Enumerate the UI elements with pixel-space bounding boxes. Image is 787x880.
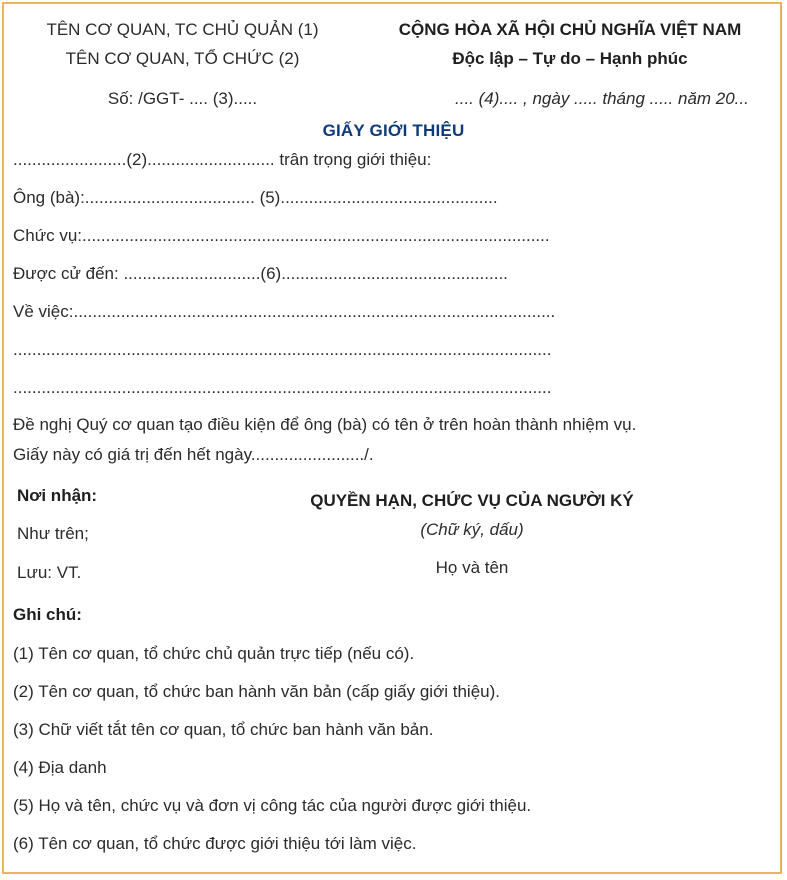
recipient-item: Như trên; [17, 524, 89, 543]
blank-line-2: .................................................................................................................. [13, 378, 552, 397]
intro-line: ........................(2)........................... trân trọng giới thiệu: [13, 150, 432, 169]
regarding-line: Về việc:...................................................................................................... [13, 302, 556, 321]
signer-position: QUYỀN HẠN, CHỨC VỤ CỦA NGƯỜI KÝ [310, 491, 634, 510]
note-item: (1) Tên cơ quan, tổ chức chủ quản trực tiếp (nếu có). [13, 644, 415, 663]
blank-line-1: .................................................................................................................. [13, 340, 552, 359]
parent-agency-name: TÊN CƠ QUAN, TC CHỦ QUẢN (1) [46, 20, 319, 39]
validity-text: Giấy này có giá trị đến hết ngày......................../. [13, 445, 374, 464]
position-line: Chức vụ:................................................................................................... [13, 226, 550, 245]
person-line: Ông (bà):.................................... (5).............................................. [13, 188, 498, 207]
document-number: Số: /GGT- .... (3)..... [107, 89, 258, 108]
national-motto: Độc lập – Tự do – Hạnh phúc [452, 49, 688, 68]
sent-to-line: Được cử đến: .............................(6)................................................ [13, 264, 508, 283]
note-item: (2) Tên cơ quan, tổ chức ban hành văn bản (cấp giấy giới thiệu). [13, 682, 500, 701]
note-item: (3) Chữ viết tắt tên cơ quan, tổ chức ban hành văn bản. [13, 720, 434, 739]
note-item: (4) Địa danh [13, 758, 107, 777]
nation-title: CỘNG HÒA XÃ HỘI CHỦ NGHĨA VIỆT NAM [398, 20, 742, 39]
agency-name: TÊN CƠ QUAN, TỔ CHỨC (2) [65, 49, 300, 68]
note-item: (6) Tên cơ quan, tổ chức được giới thiệu tới làm việc. [13, 834, 417, 853]
signature-note: (Chữ ký, dấu) [420, 520, 524, 539]
place-date-line: .... (4).... , ngày ..... tháng ..... năm 20... [455, 89, 749, 108]
signer-name: Họ và tên [435, 558, 509, 577]
request-text: Đề nghị Quý cơ quan tạo điều kiện để ông (bà) có tên ở trên hoàn thành nhiệm vụ. [13, 415, 637, 434]
recipients-label: Nơi nhận: [17, 486, 98, 505]
note-item: (5) Họ và tên, chức vụ và đơn vị công tác của người được giới thiệu. [13, 796, 532, 815]
recipient-item: Lưu: VT. [17, 563, 82, 582]
notes-label: Ghi chú: [13, 605, 82, 624]
document-title: GIẤY GIỚI THIỆU [322, 121, 465, 140]
